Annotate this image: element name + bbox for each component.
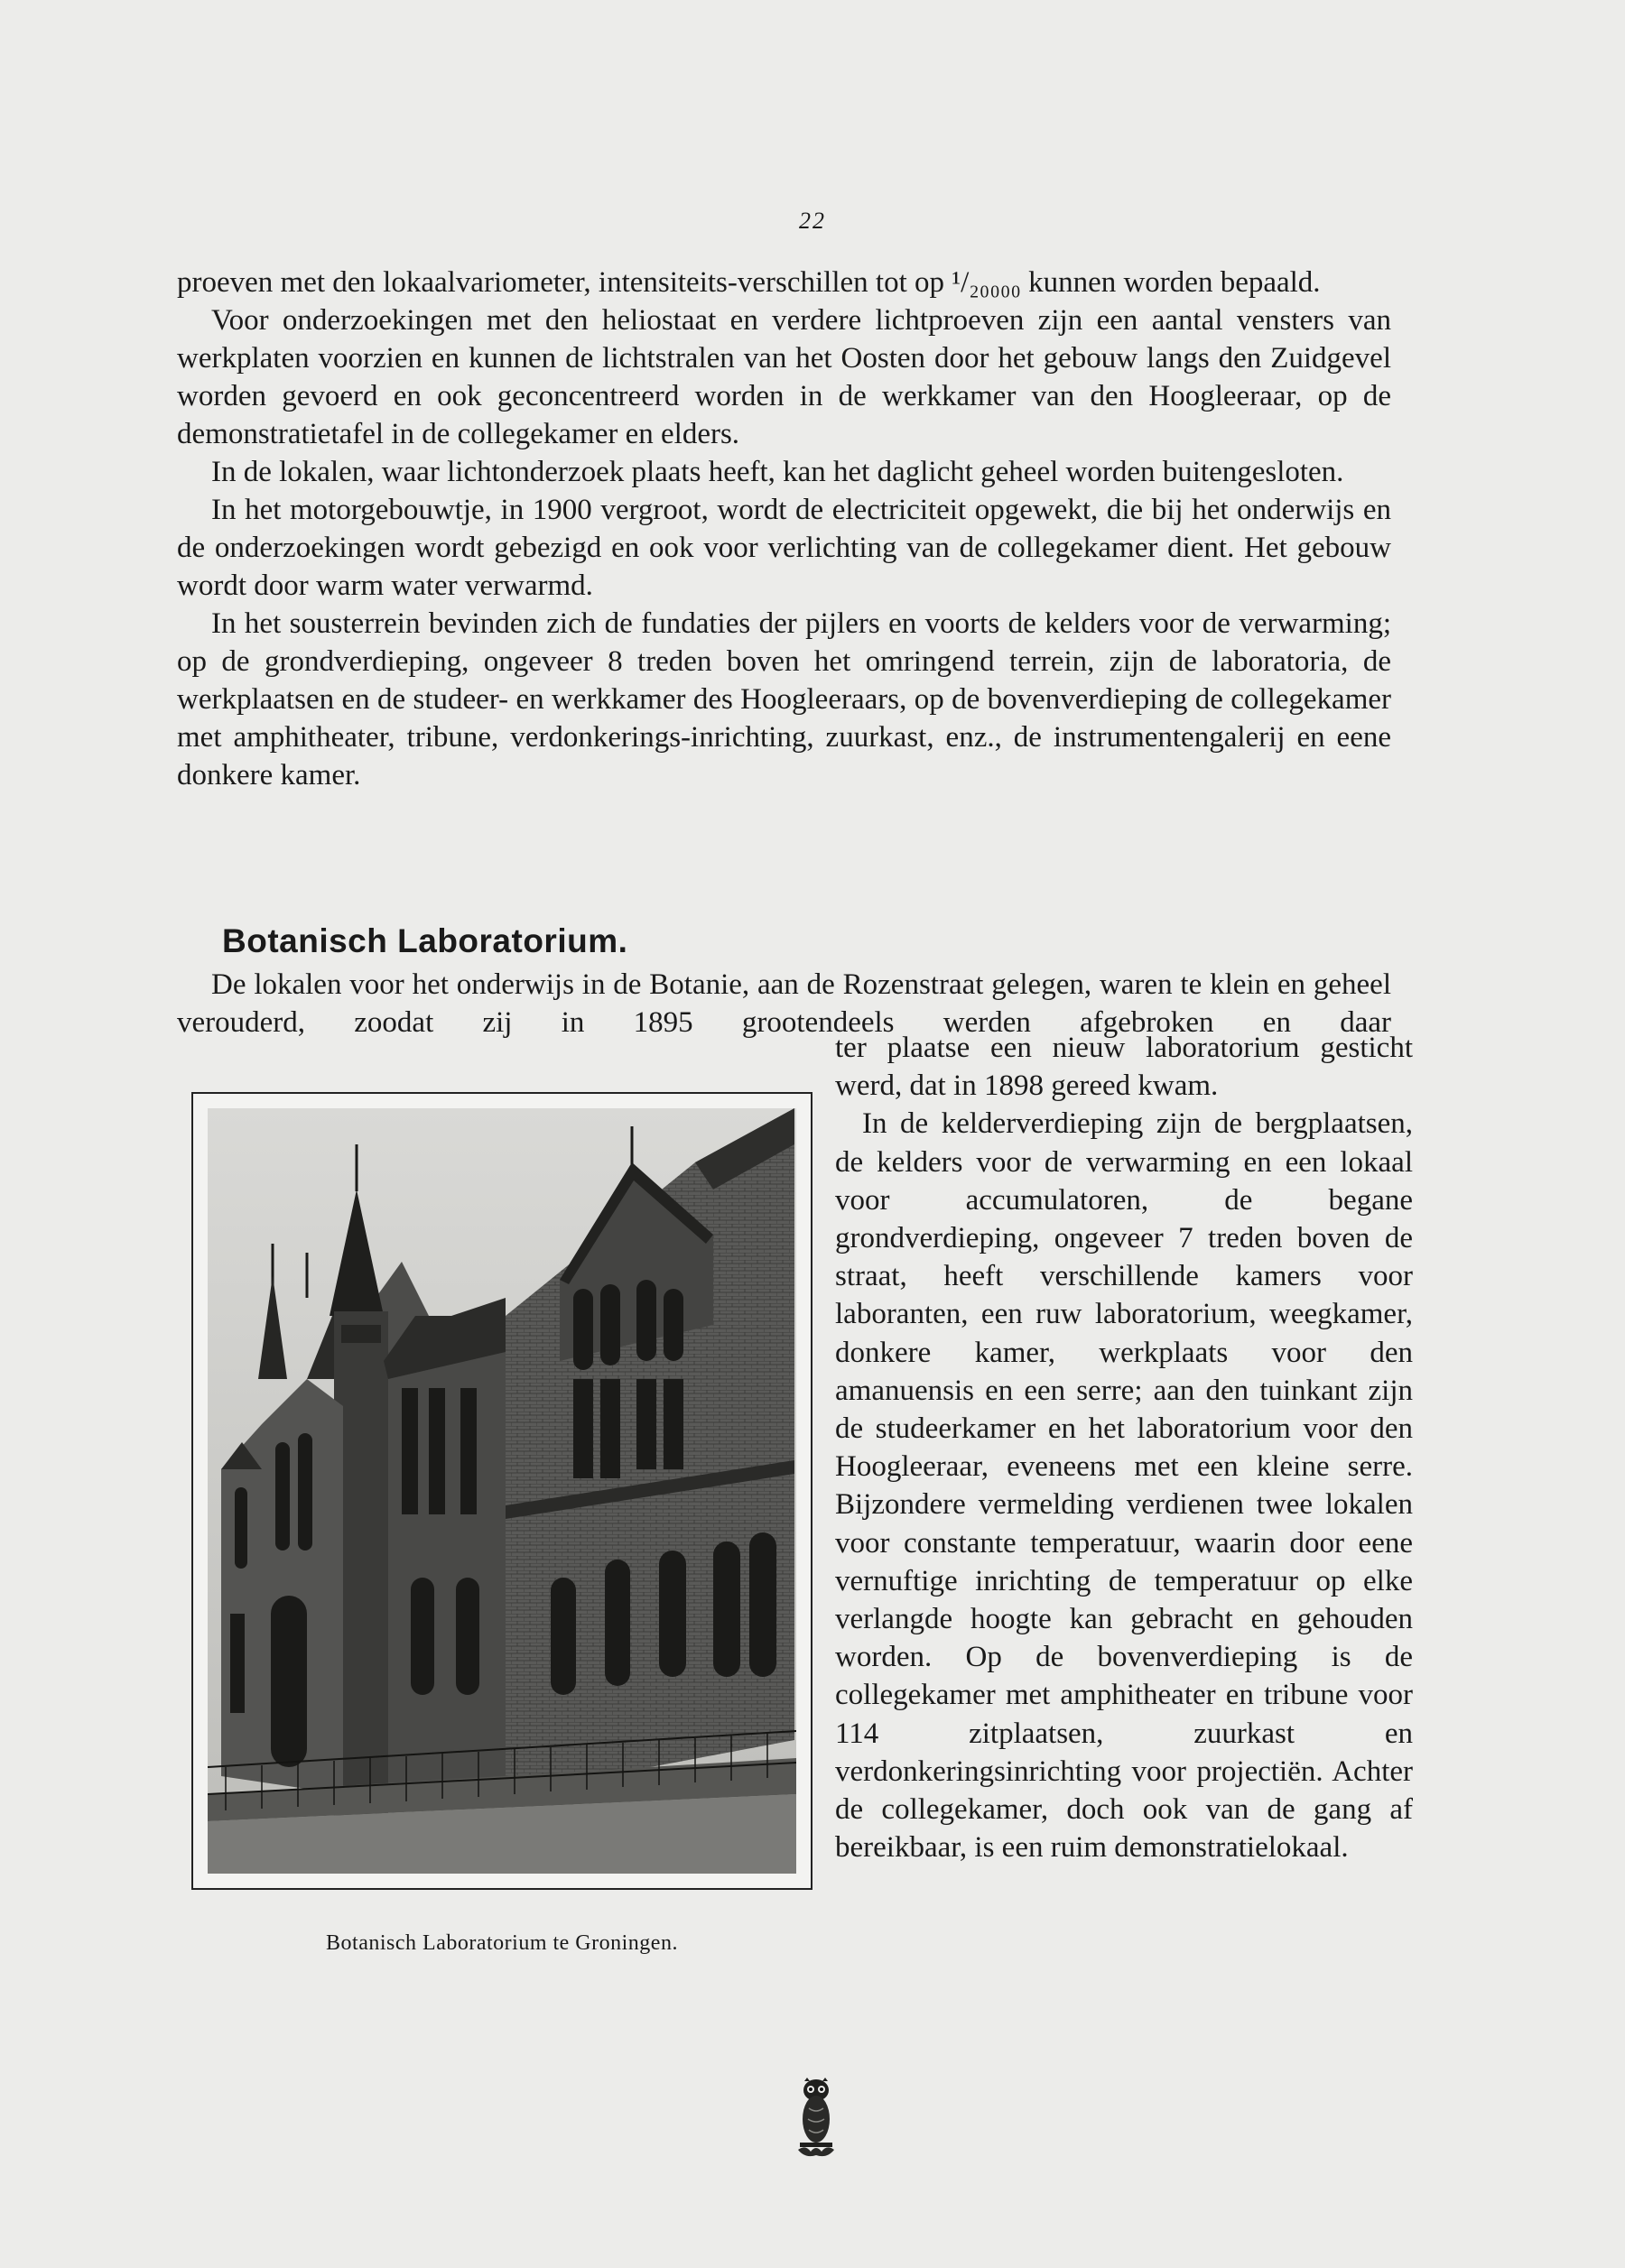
section-heading: Botanisch Laboratorium. — [222, 922, 628, 959]
paragraph: In de kelderverdieping zijn de bergplaatsen, de kelders voor de verwarming en een lokaal voor accumulatoren, de begane grondverdieping, ongeveer 7 treden boven de straat, heeft verschillende kamers voor laboranten, een ruw laboratorium, weegkamer, donkere kamer, werkplaats voor den amanuensis en een serre; aan den tuinkant zijn de studeerkamer en het laboratorium voor den Hoogleeraar, eveneens met een kleine serre. Bijzondere vermelding verdienen twee lokalen voor constante temperatuur, waarin door eene vernuftige inrichting de temperatuur op elke verlangde hoogte kan gebracht en gehouden worden. Op de bovenverdieping is de collegekamer met amphitheater en tribune voor 114 zitplaatsen, zuurkast en verdonkeringsinrichting voor projectiën. Achter de collegekamer, doch ook van de gang af bereikbaar, is een ruim demonstratielokaal. — [835, 1107, 1413, 1865]
paragraph: Voor onderzoekingen met den heliostaat en verdere lichtproeven zijn een aantal vensters van werkplaten voorzien en kunnen de lichtstralen van het Oosten door het gebouw langs den Zuidgevel worden gevoerd en ook geconcentreerd worden in de werkkamer van den Hoogleeraar, op de demonstratietafel in de collegekamer en elders. — [177, 304, 1391, 450]
paragraph: In het motorgebouwtje, in 1900 vergroot, wordt de electriciteit opgewekt, die bij het onderwijs en de onderzoekingen wordt gebezigd en ook voor verlichting van de collegekamer dient. Het gebouw wordt door warm water verwarmd. — [177, 494, 1391, 602]
paragraph: De lokalen voor het onderwijs in de Botanie, aan de Rozenstraat gelegen, waren te klein en geheel verouderd, zoodat zij in 1895 grootendeels werden afgebroken en daar — [177, 968, 1391, 1039]
paragraph: In het sousterrein bevinden zich de fundaties der pijlers en voorts de kelders voor de verwarming; op de grondverdieping, ongeveer 8 treden boven het omringend terrein, zijn de laboratoria, de werkplaatsen en de studeer- en werkkamer des Hoogleeraars, op de bovenverdieping de collegekamer met amphitheater, tribune, verdonkerings-inrichting, zuurkast, enz., de instrumentengalerij en eene donkere kamer. — [177, 607, 1391, 791]
building-photo — [191, 1092, 812, 1890]
paragraph: In de lokalen, waar lichtonderzoek plaats heeft, kan het daglicht geheel worden buitengesloten. — [211, 456, 1344, 488]
owl-icon — [794, 2078, 838, 2161]
paragraph: ter plaatse een nieuw laboratorium gesticht werd, dat in 1898 gereed kwam. — [835, 1032, 1413, 1103]
photo-caption: Botanisch Laboratorium te Groningen. — [326, 1931, 678, 1955]
paragraph: proeven met den lokaalvariometer, intensiteits-verschillen tot op ¹/₂₀₀₀₀ kunnen worden bepaald. — [177, 266, 1321, 299]
page-number: 22 — [799, 208, 826, 234]
right-column-text — [835, 1029, 1413, 1866]
laboratory-building-illustration — [208, 1108, 796, 1874]
intro-text — [177, 264, 1391, 794]
